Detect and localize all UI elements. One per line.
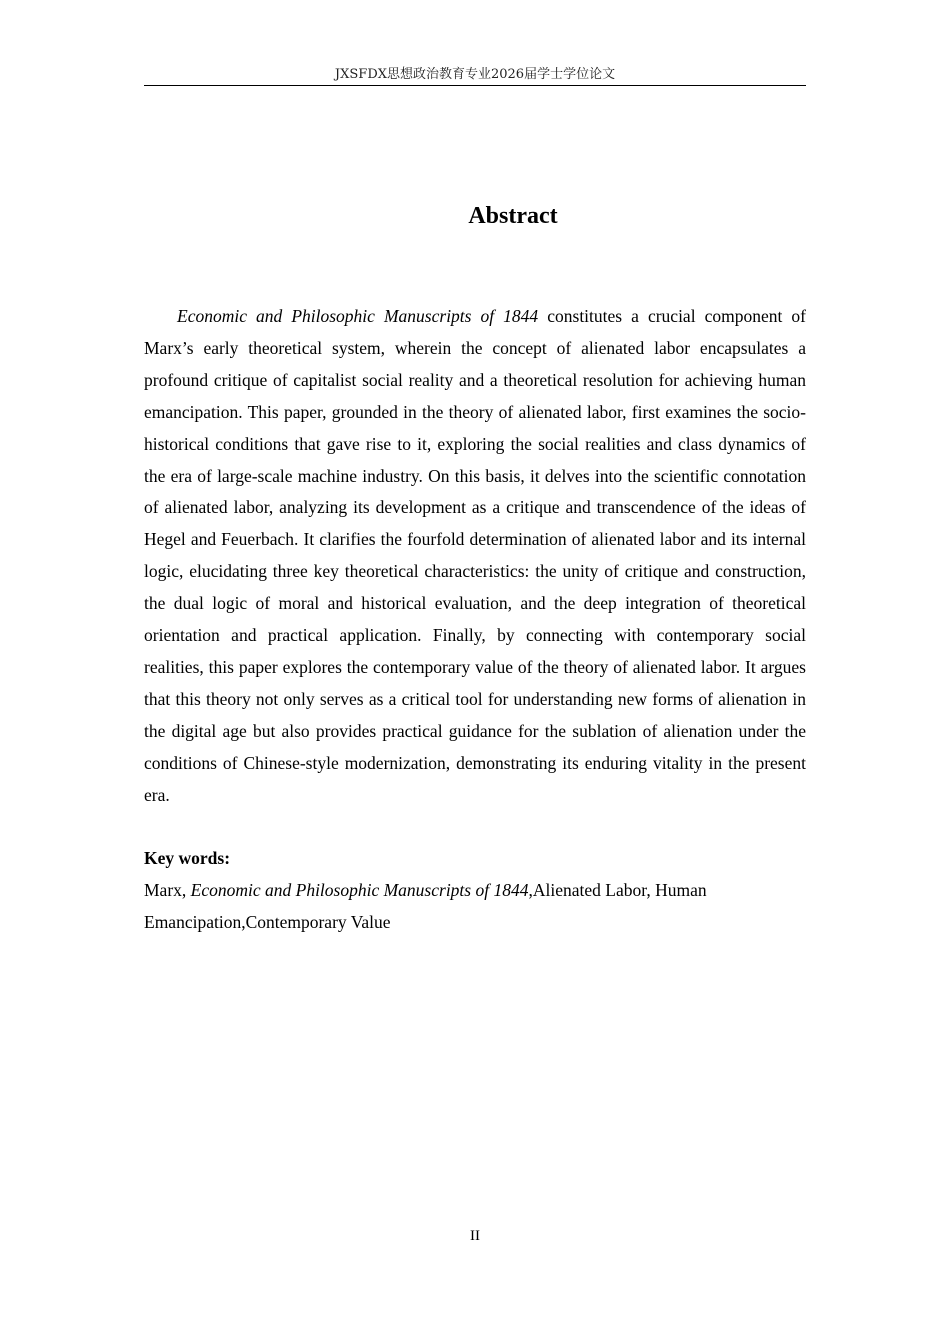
abstract-body-text: constitutes a crucial component of Marx’s early theoretical system, wherein the concept of alienated labor encapsulates a profound critique of capitalist social reality and a theoretical resolution for achieving human emancipation. This paper, grounded in the theory of alienated labor, first examines the socio-historical conditions that gave rise to it, exploring the social realities and class dynamics of the era of large-scale machine industry. On this basis, it delves into the scientific connotation of alienated labor, analyzing its development as a critique and transcendence of the ideas of Hegel and Feuerbach. It clarifies the fourfold determination of alienated labor and its internal logic, elucidating three key theoretical characteristics: the unity of critique and construction, the dual logic of moral and historical evaluation, and the deep integration of theoretical orientation and practical application. Finally, by connecting with contemporary social realities, this paper explores the contemporary value of the theory of alienated labor. It argues that this theory not only serves as a critical tool for understanding new forms of alienation in the digital age but also provides practical guidance for the sublation of alienation under the conditions of Chinese-style modernization, demonstrating its enduring vitality in the present era. bbox=[144, 306, 806, 805]
keywords-line-1 bbox=[144, 875, 806, 907]
abstract-book-title: Economic and Philosophic Manuscripts of 1844 bbox=[177, 306, 539, 326]
keyword-book-title: Economic and Philosophic Manuscripts of 1844 bbox=[190, 880, 529, 900]
keywords-heading: Key words: bbox=[144, 848, 231, 868]
keywords-list bbox=[144, 875, 806, 939]
keywords-line-2: Emancipation,Contemporary Value bbox=[144, 911, 391, 932]
running-header-title: JXSFDX思想政治教育专业2026届学士学位论文 bbox=[334, 67, 616, 82]
abstract-paragraph bbox=[144, 301, 806, 812]
keyword-rest-line-1: ,Alienated Labor, Human bbox=[528, 880, 707, 900]
header-rule bbox=[144, 85, 806, 86]
abstract-title: Abstract bbox=[468, 203, 558, 229]
page-number: II bbox=[470, 1228, 480, 1244]
keyword-marx: Marx, bbox=[144, 880, 191, 900]
